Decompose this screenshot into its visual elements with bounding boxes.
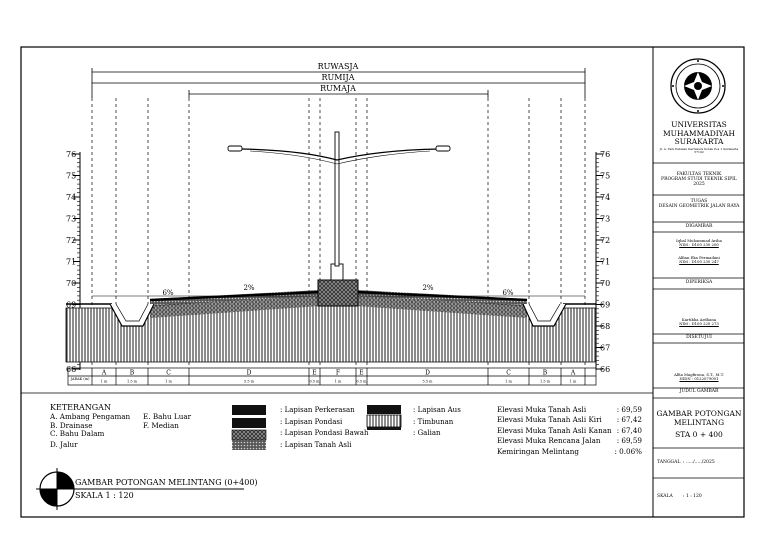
legend-item-d: D. Jalur [50, 439, 78, 449]
approved-by-label: DISETUJUI [686, 335, 712, 340]
segment-width: 1.5 m [540, 379, 550, 384]
elevation-tick-label-left: 72 [66, 236, 77, 245]
legend-item-e: E. Bahu Luar [143, 412, 192, 421]
segment-width: 1.5 m [127, 379, 137, 384]
segment-letter: E [312, 369, 317, 377]
legend-item-b: B. Drainase [50, 420, 93, 430]
slope-label-lane-left: 2% [243, 284, 255, 292]
segment-letter: F [335, 369, 341, 377]
drawing-title: GAMBAR POTONGAN MELINTANG [656, 409, 742, 427]
section-symbol [36, 468, 78, 510]
segment-width: 5.5 m [244, 379, 254, 384]
drawing-title-label: JUDUL GAMBAR [679, 389, 719, 394]
segment-width: 1 m [569, 379, 577, 384]
date-label: TANGGAL [657, 460, 681, 465]
drawn-by-label: DIGAMBAR [685, 224, 713, 229]
segment-width: 0.5 m [356, 379, 367, 384]
segment-letter: A [570, 369, 576, 377]
lamp-head-right [436, 146, 450, 151]
segment-letter: D [246, 369, 252, 377]
university-name: UNIVERSITAS MUHAMMADIYAH SURAKARTA [662, 120, 736, 147]
elevation-row: Elevasi Muka Tanah Asli : 69,59 [497, 405, 642, 414]
approver: Alfia Magfirona, S.T., M.T. NIDN : 0122079001 [674, 372, 724, 382]
lamp-head-left [228, 146, 242, 151]
legend-heading: KETERANGAN [50, 403, 111, 412]
zone-label-rumaja: RUMAJA [320, 84, 356, 93]
segment-letter: E [359, 369, 364, 377]
segment-width: 0.5 m [309, 379, 320, 384]
segment-letter: A [101, 369, 107, 377]
segment-width: 5.5 m [422, 379, 433, 384]
segment-width: 1 m [100, 379, 108, 384]
legend-item-f: F. Median [143, 420, 179, 430]
elevation-tick-label-left: 76 [66, 150, 77, 159]
elevation-tick-label-left: 66 [66, 365, 77, 374]
drawer-1: Iqbal Muhammad Ariba NIM : D100 230 200 [676, 238, 722, 248]
elevation-tick-label-right: 71 [600, 257, 611, 267]
elevation-row: Elevasi Muka Tanah Asli Kiri : 67,42 [497, 415, 642, 425]
elevation-tick-label-right: 67 [600, 343, 611, 353]
layer-pondasi-bawah: : Lapisan Pondasi Bawah [280, 429, 369, 438]
segment-letter: C [166, 369, 171, 377]
segment-width: 1 m [334, 379, 342, 384]
elevation-tick-label-right: 70 [600, 279, 611, 288]
elevation-tick-label-right: 74 [600, 193, 611, 202]
layer-pondasi: : Lapisan Pondasi [280, 417, 343, 426]
title-block-faculty: FAKULTAS TEKNIK PROGRAM STUDI TEKNIK SIPIL 2025 [661, 172, 737, 188]
elevation-tick-label-right: 73 [600, 214, 611, 224]
elevation-tick-label-right: 75 [600, 171, 611, 181]
zone-label-rumija: RUMIJA [321, 73, 355, 82]
elevation-list [497, 405, 642, 457]
swatch-perkerasan [232, 405, 266, 415]
drawing-sta: STA 0 + 400 [675, 430, 723, 439]
swatch-pondasi-bawah [232, 430, 266, 440]
elevation-tick-label-left: 71 [66, 257, 77, 267]
swatch-tanah-asli [232, 440, 266, 450]
elevation-tick-label-right: 66 [600, 365, 611, 374]
segment-letter: D [425, 369, 430, 377]
segment-width: 1 m [165, 379, 172, 384]
elevation-tick-label-left: 73 [66, 214, 77, 224]
university-address: Jl. A. Yani Pabelan Kartasura Kotak Pos 1 Surakarta 57102 [659, 147, 739, 155]
layer-galian: : Galian [413, 429, 441, 438]
checked-by-label: DIPERIKSA [685, 280, 713, 285]
legend-item-c: C. Bahu Dalam [50, 429, 105, 439]
swatch-timbunan [367, 415, 401, 427]
drawer-2: Alfian Eka Permadani NIM : D100 230 247 [678, 255, 720, 265]
checker: Kartikha Ardhana NIM : D100 220 273 [679, 317, 719, 327]
segment-width: 1 m [505, 379, 512, 384]
scale-value: : 1 : 120 [683, 494, 702, 499]
zone-label-ruwasja: RUWASJA [317, 62, 359, 71]
title-block-task: TUGAS DESAIN GEOMETRIK JALAN RAYA [658, 199, 740, 210]
elevation-tick-label-right: 69 [600, 300, 611, 310]
legend-layers-left [280, 405, 368, 451]
legend-col2 [143, 413, 191, 430]
median [318, 280, 358, 306]
layer-timbunan: : Timbunan [413, 417, 454, 426]
lamp-arm-right [337, 149, 440, 160]
light-pole [335, 132, 339, 266]
legend-col1 [50, 413, 130, 450]
segment-letter: C [506, 369, 511, 377]
segment-table [68, 368, 596, 385]
elevation-tick-label-left: 74 [66, 193, 77, 202]
drawing-caption-title: GAMBAR POTONGAN MELINTANG (0+400) [75, 478, 258, 487]
legend-item-a: A. Ambang Pengaman [50, 412, 131, 421]
segment-letter: B [129, 369, 135, 377]
drawing-caption-scale: SKALA 1 : 120 [75, 491, 134, 500]
elevation-row: Elevasi Muka Rencana Jalan : 69,59 [497, 436, 642, 446]
slope-label-shoulder-right: 6% [502, 289, 514, 297]
slope-label-lane-right: 2% [422, 284, 434, 292]
date-value: : ...../...../2025 [683, 460, 715, 465]
elevation-tick-label-left: 69 [66, 300, 77, 310]
table-label: JARAK (m) [70, 377, 90, 381]
legend-layers-right [413, 405, 461, 440]
elevation-tick-label-left: 70 [66, 279, 77, 288]
elevation-tick-label-left: 75 [66, 171, 77, 181]
elevation-tick-label-right: 68 [600, 322, 611, 331]
elevation-row: Elevasi Muka Tanah Asli Kanan : 67,40 [497, 425, 642, 435]
swatch-pondasi [232, 418, 266, 428]
slope-label-shoulder-left: 6% [162, 289, 174, 297]
layer-aus: : Lapisan Aus [413, 406, 461, 414]
swatch-lapisan-aus [367, 405, 401, 414]
segment-letter: B [542, 369, 548, 377]
layer-perkerasan: : Lapisan Perkerasan [280, 406, 355, 414]
layer-tanah-asli: : Lapisan Tanah Asli [280, 440, 352, 449]
scale-label: SKALA [657, 494, 673, 499]
elevation-row: Kemiringan Melintang : 0.06% [497, 446, 642, 456]
elevation-tick-label-right: 72 [600, 236, 611, 245]
elevation-tick-label-right: 76 [600, 150, 611, 159]
university-logo-icon [671, 59, 725, 113]
